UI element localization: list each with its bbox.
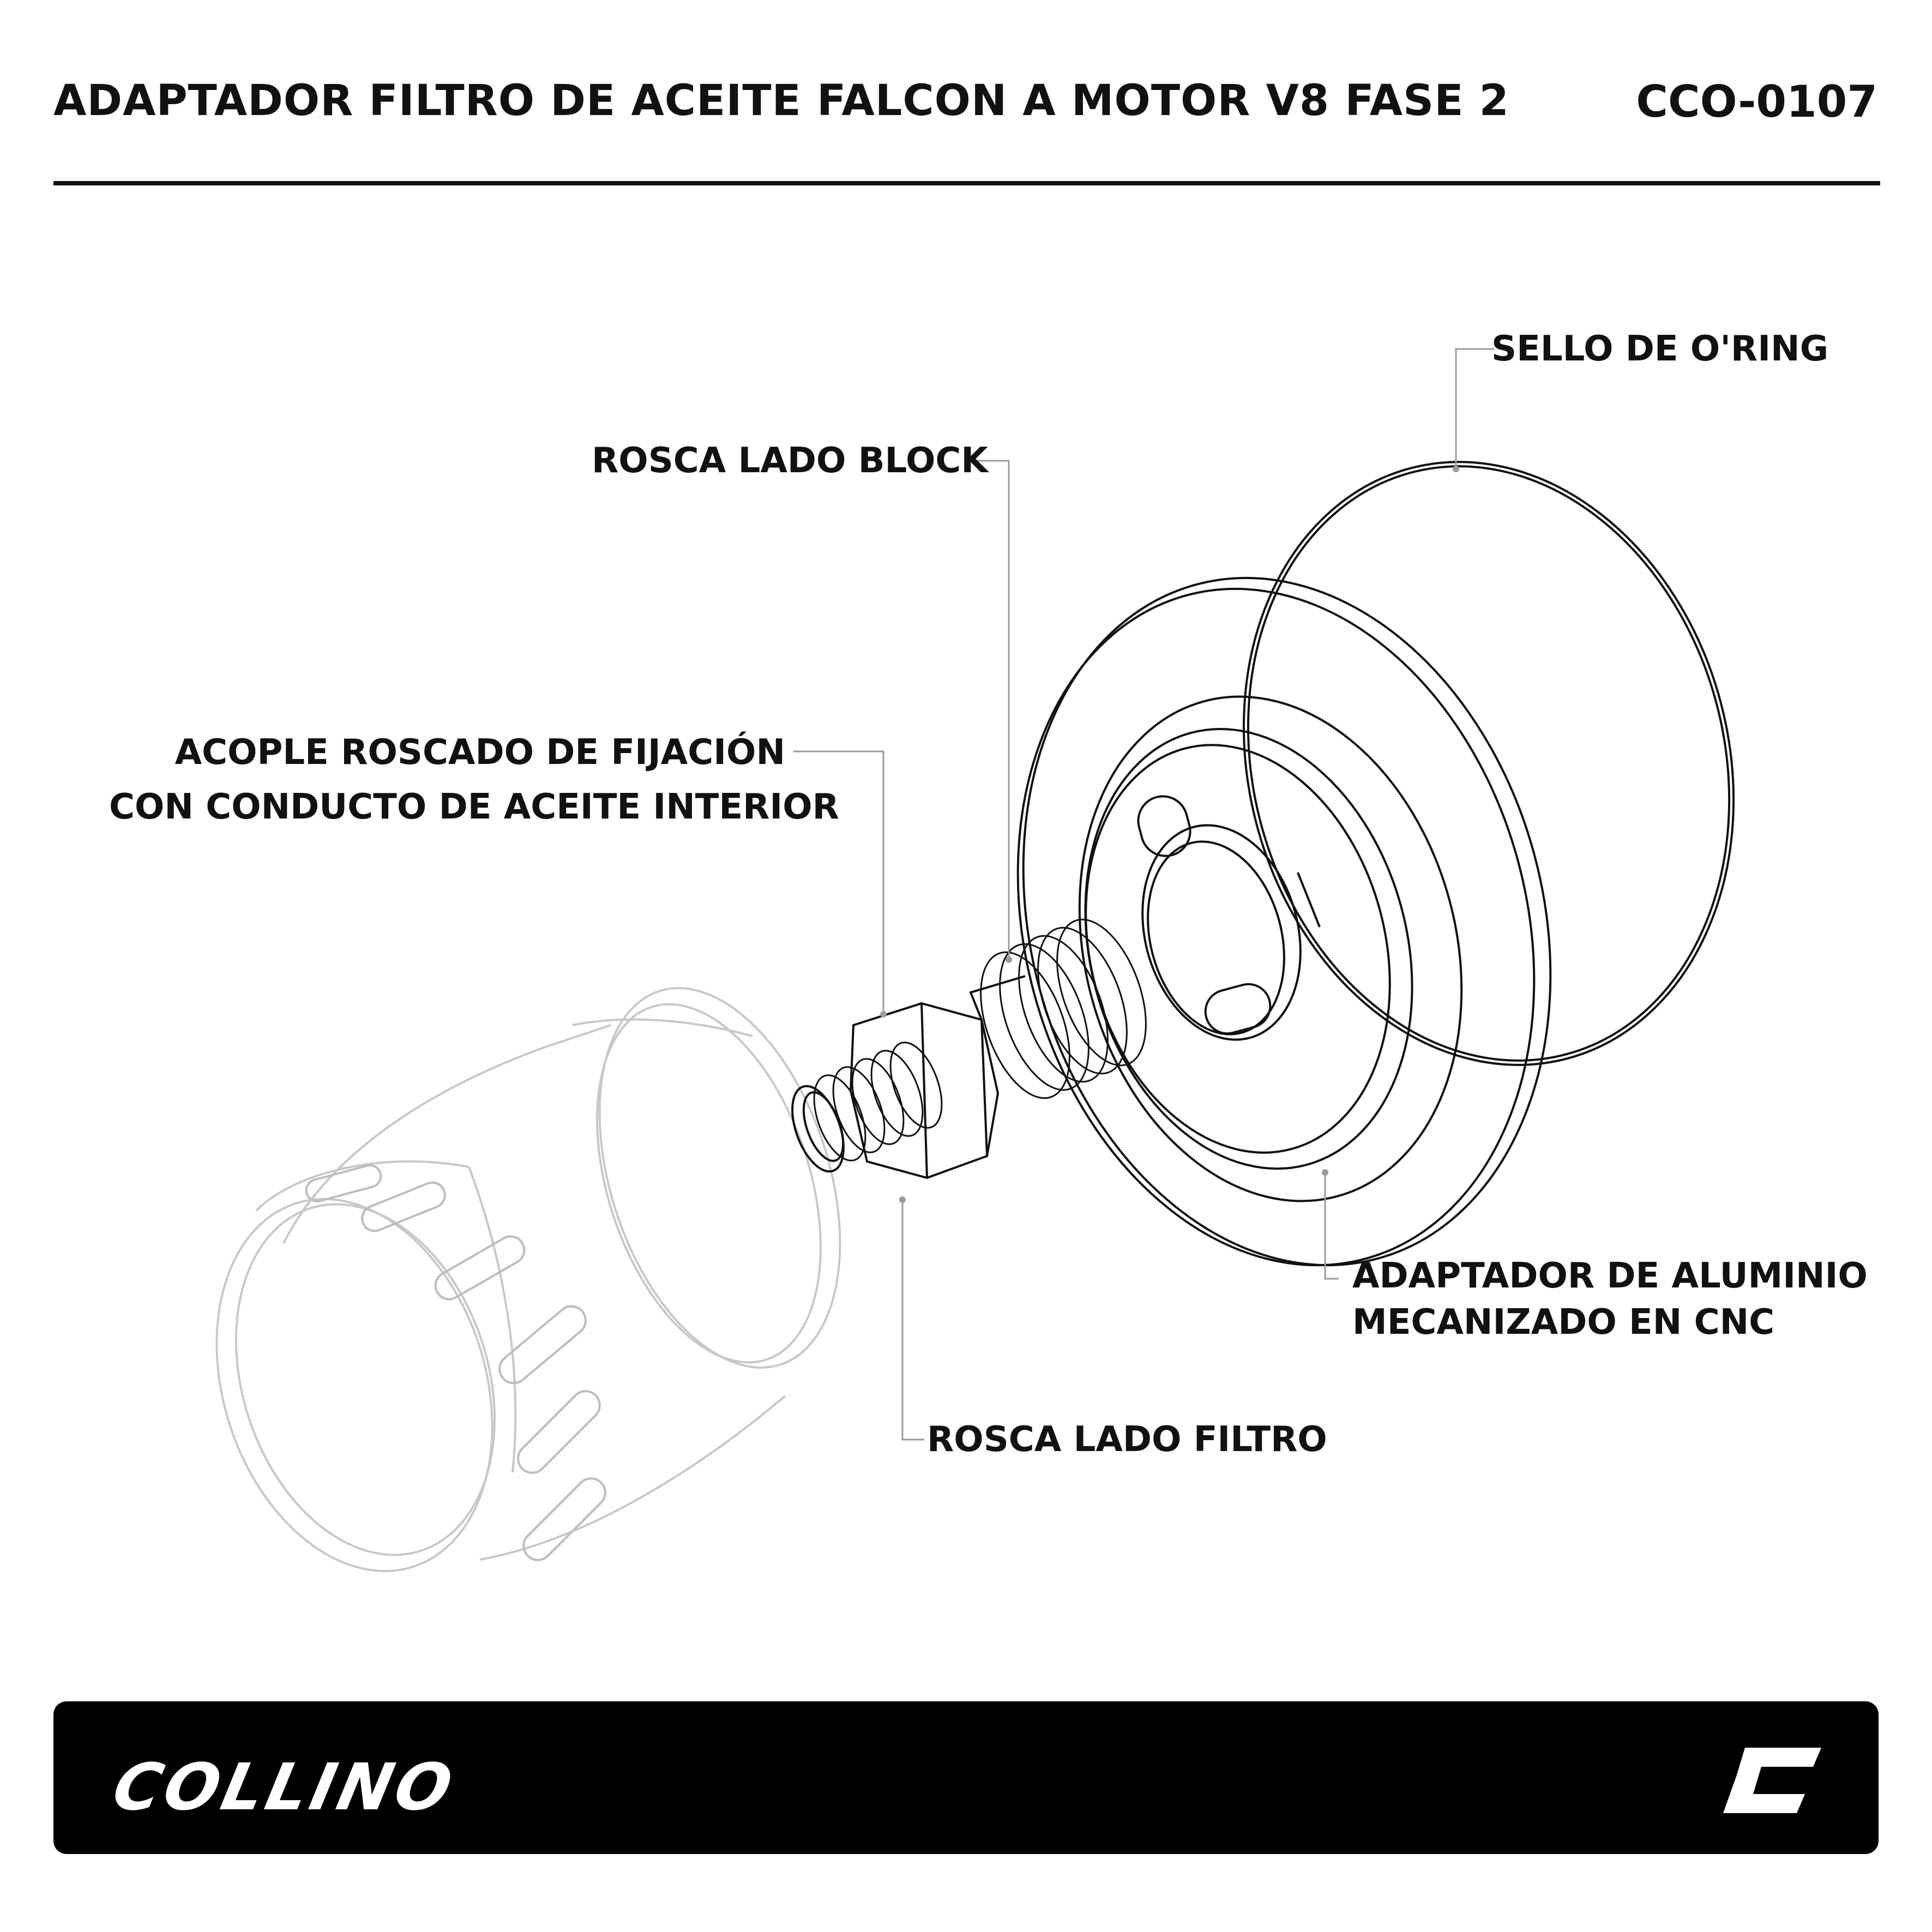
aluminium-adapter-drawing (945, 518, 1625, 1325)
callout-adaptador-line2: MECANIZADO EN CNC (1352, 1302, 1775, 1343)
callout-acople-line1: ACOPLE ROSCADO DE FIJACIÓN (174, 732, 785, 773)
oring-drawing (1178, 406, 1799, 1121)
oil-filter-drawing (171, 958, 884, 1607)
callout-adaptador-line1: ADAPTADOR DE ALUMINIO (1352, 1256, 1868, 1296)
part-code: CCO-0107 (1636, 76, 1877, 127)
callout-rosca-block: ROSCA LADO BLOCK (592, 441, 988, 481)
callout-oring: SELLO DE O'RING (1491, 329, 1829, 369)
page-title: ADAPTADOR FILTRO DE ACEITE FALCON A MOTOR V8 FASE 2 (53, 76, 1509, 125)
callout-rosca-filtro: ROSCA LADO FILTRO (927, 1419, 1327, 1460)
brand-c-icon (1723, 1742, 1827, 1819)
brand-logo: COLLINO (106, 1749, 462, 1825)
callout-acople-line2: CON CONDUCTO DE ACEITE INTERIOR (109, 787, 839, 827)
